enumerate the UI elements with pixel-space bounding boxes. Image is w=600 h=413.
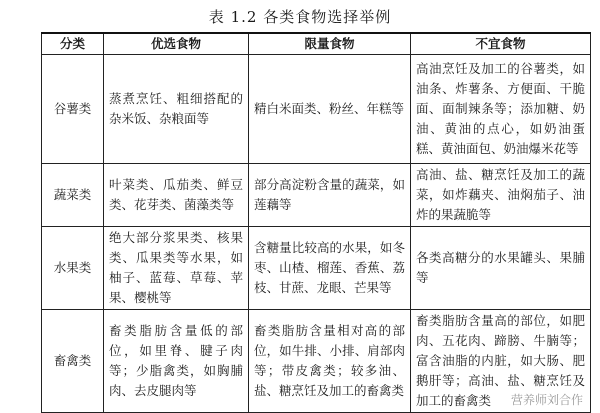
preferred-cell: 畜类脂肪含量低的部位，如里脊、腱子肉等；少脂禽类，如胸脯肉、去皮腿肉等 [104, 310, 249, 413]
watermark: 营养师刘合作 [508, 390, 586, 409]
preferred-cell: 叶菜类、瓜茄类、鲜豆类、花芽类、菌藻类等 [104, 164, 249, 227]
category-cell: 畜禽类 [42, 310, 104, 413]
header-category: 分类 [42, 33, 104, 55]
avoid-cell: 高油、盐、糖烹饪及加工的蔬菜，如炸藕夹、油焖茄子、油炸的果蔬脆等 [411, 164, 591, 227]
category-cell: 蔬菜类 [42, 164, 104, 227]
header-limited: 限量食物 [249, 33, 411, 55]
header-avoid: 不宜食物 [411, 33, 591, 55]
table-title: 表 1.2 各类食物选择举例 [208, 8, 392, 26]
avoid-cell: 高油烹饪及加工的谷薯类，如油条、炸薯条、方便面、干脆面、面制辣条等；添加糖、奶油、黄油的点心，如奶油蛋糕、黄油面包、奶油爆米花等 [411, 55, 591, 164]
food-selection-table [41, 32, 591, 413]
category-cell: 水果类 [42, 227, 104, 310]
category-cell: 谷薯类 [42, 55, 104, 164]
preferred-cell: 绝大部分浆果类、核果类、瓜果类等水果，如柚子、蓝莓、草莓、苹果、樱桃等 [104, 227, 249, 310]
table-row-vegetables [42, 164, 591, 227]
table-row-fruits [42, 227, 591, 310]
limited-cell: 畜类脂肪含量相对高的部位，如牛排、小排、肩部肉等；带皮禽类；较多油、盐、糖烹饪及加工的畜禽类 [249, 310, 411, 413]
limited-cell: 部分高淀粉含量的蔬菜，如莲藕等 [249, 164, 411, 227]
table-header-row [42, 33, 591, 55]
limited-cell: 精白米面类、粉丝、年糕等 [249, 55, 411, 164]
preferred-cell: 蒸煮烹饪、粗细搭配的杂米饭、杂粮面等 [104, 55, 249, 164]
avoid-cell: 畜类脂肪含量高的部位，如肥肉、五花肉、蹄膀、牛腩等；富含油脂的内脏，如大肠、肥鹅肝等；高油、盐、糖烹饪及加工的畜禽类 [411, 310, 591, 413]
avoid-cell: 各类高糖分的水果罐头、果脯等 [411, 227, 591, 310]
header-preferred: 优选食物 [104, 33, 249, 55]
limited-cell: 含糖量比较高的水果，如冬枣、山楂、榴莲、香蕉、荔枝、甘蔗、龙眼、芒果等 [249, 227, 411, 310]
table-row-grains [42, 55, 591, 164]
